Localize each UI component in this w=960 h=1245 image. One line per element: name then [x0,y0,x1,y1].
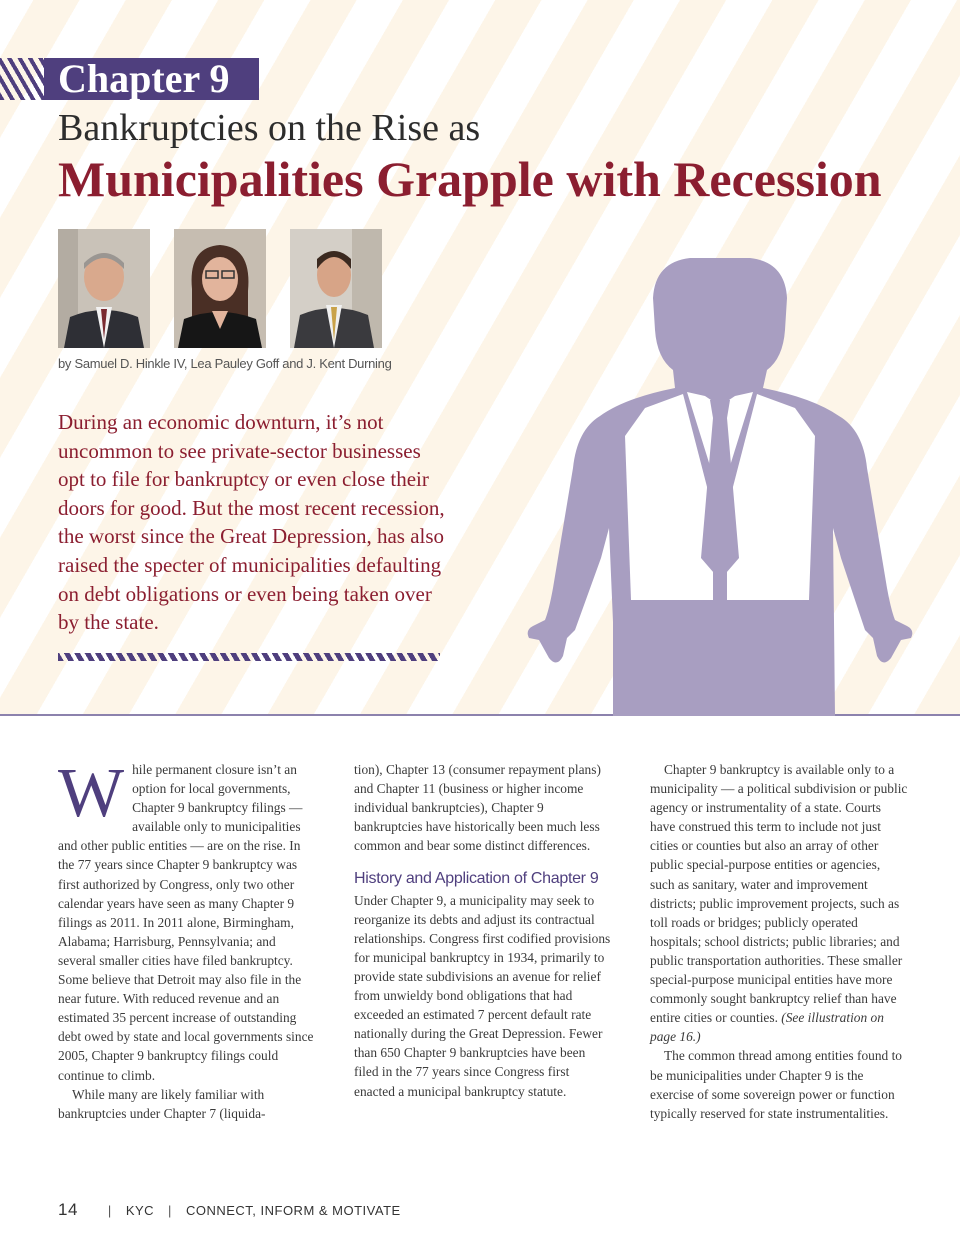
author-photo-goff [174,229,266,348]
byline: by Samuel D. Hinkle IV, Lea Pauley Goff and J. Kent Durning [58,356,392,371]
author-photo-hinkle [58,229,150,348]
drop-cap: W [58,755,125,832]
col1-paragraph-2: While many are likely familiar with bankruptcies under Chapter 7 (liquida- [58,1086,266,1121]
col3-paragraph-1: Chapter 9 bankruptcy is available only to a municipality — a political subdivision or public agency or instrumentality of a state. Courts have construed this term to include not just cities or counties but also an array of other public special-purpose entities or agencies, such as sanitary, water and improvement districts; public improvement projects, such as toll roads or bridges; publicly operated hospitals; school districts; public libraries; and public transportation authorities. These smaller special-purpose municipal entities have more commonly sought bankruptcy relief than have entire cities or counties. [650,762,908,1026]
intro-paragraph: During an economic downturn, it’s not uncommon to see private-sector businesses opt to file for bankruptcy or even close their doors for good. But the most recent recession, the worst since the Great Depression, has also raised the specter of municipalities defaulting on debt obligations or even being taken over by the state. [58,410,445,635]
chapter-hatch-decoration [0,58,44,100]
article-title-line2: Municipalities Grapple with Recession [58,151,882,207]
col1-paragraph-1: hile permanent closure isn’t an option for local governments, Chapter 9 bankruptcy filings — available only to municipalities and other public entities — are on the rise. In the 77 years since Chapter 9 bankruptcy was first authorized by Congress, only two other calendar years have seen as many Chapter 9 filings as 2011. In 2011 alone, Birmingham, Alabama; Harrisburg, Pennsylvania; and several smaller cities have filed bankruptcy. Some believe that Detroit may also file in the near future. With reduced revenue and an estimated 35 percent increase of outstanding debt owed by state and local governments since 2005, Chapter 9 bankruptcy filings could continue to climb. [58,762,314,1083]
empty-pockets-silhouette [505,258,925,716]
section-subhead: History and Application of Chapter 9 [354,870,599,888]
col2-paragraph-1: tion), Chapter 13 (consumer repayment plans) and Chapter 11 (business or higher income individual bankruptcies), Chapter 9 bankruptcies have historically been much less common and bear some distinct differences. [354,762,601,854]
intro-hatched-rule [58,653,440,661]
body-column-1 [58,755,316,1123]
footer-publication: KYC [125,1203,155,1218]
col2-paragraph-2: Under Chapter 9, a municipality may seek to reorganize its debts and adjust its contractual relationships. Congress first codified provisions for municipal bankruptcy in 1934, primarily to provide state subdivisions an avenue for relief from unwieldy bond obligations that had exceeded an estimated 7 percent default rate nationally during the Great Depression. Fewer than 650 Chapter 9 bankruptcies have been filed in the 77 years since Congress first enacted a municipal bankruptcy statute. [354,892,611,1099]
page-number: 14 [58,1200,78,1219]
col3-illustration-note: (See illustration on page 16.) [650,1010,884,1045]
body-column-3 [650,760,908,1123]
footer-tagline: CONNECT, INFORM & MOTIVATE [185,1203,401,1218]
body-column-2 [354,760,612,1101]
col3-paragraph-2: The common thread among entities found to be municipalities under Chapter 9 is the exercise of some sovereign power or function typically reserved for state instrumentalities. [650,1048,902,1121]
page-footer: 14 | KYC | CONNECT, INFORM & MOTIVATE [58,1200,401,1219]
chapter-tag: Chapter 9 [44,58,259,100]
article-title-line1: Bankruptcies on the Rise as [58,107,481,149]
author-photo-durning [290,229,382,348]
